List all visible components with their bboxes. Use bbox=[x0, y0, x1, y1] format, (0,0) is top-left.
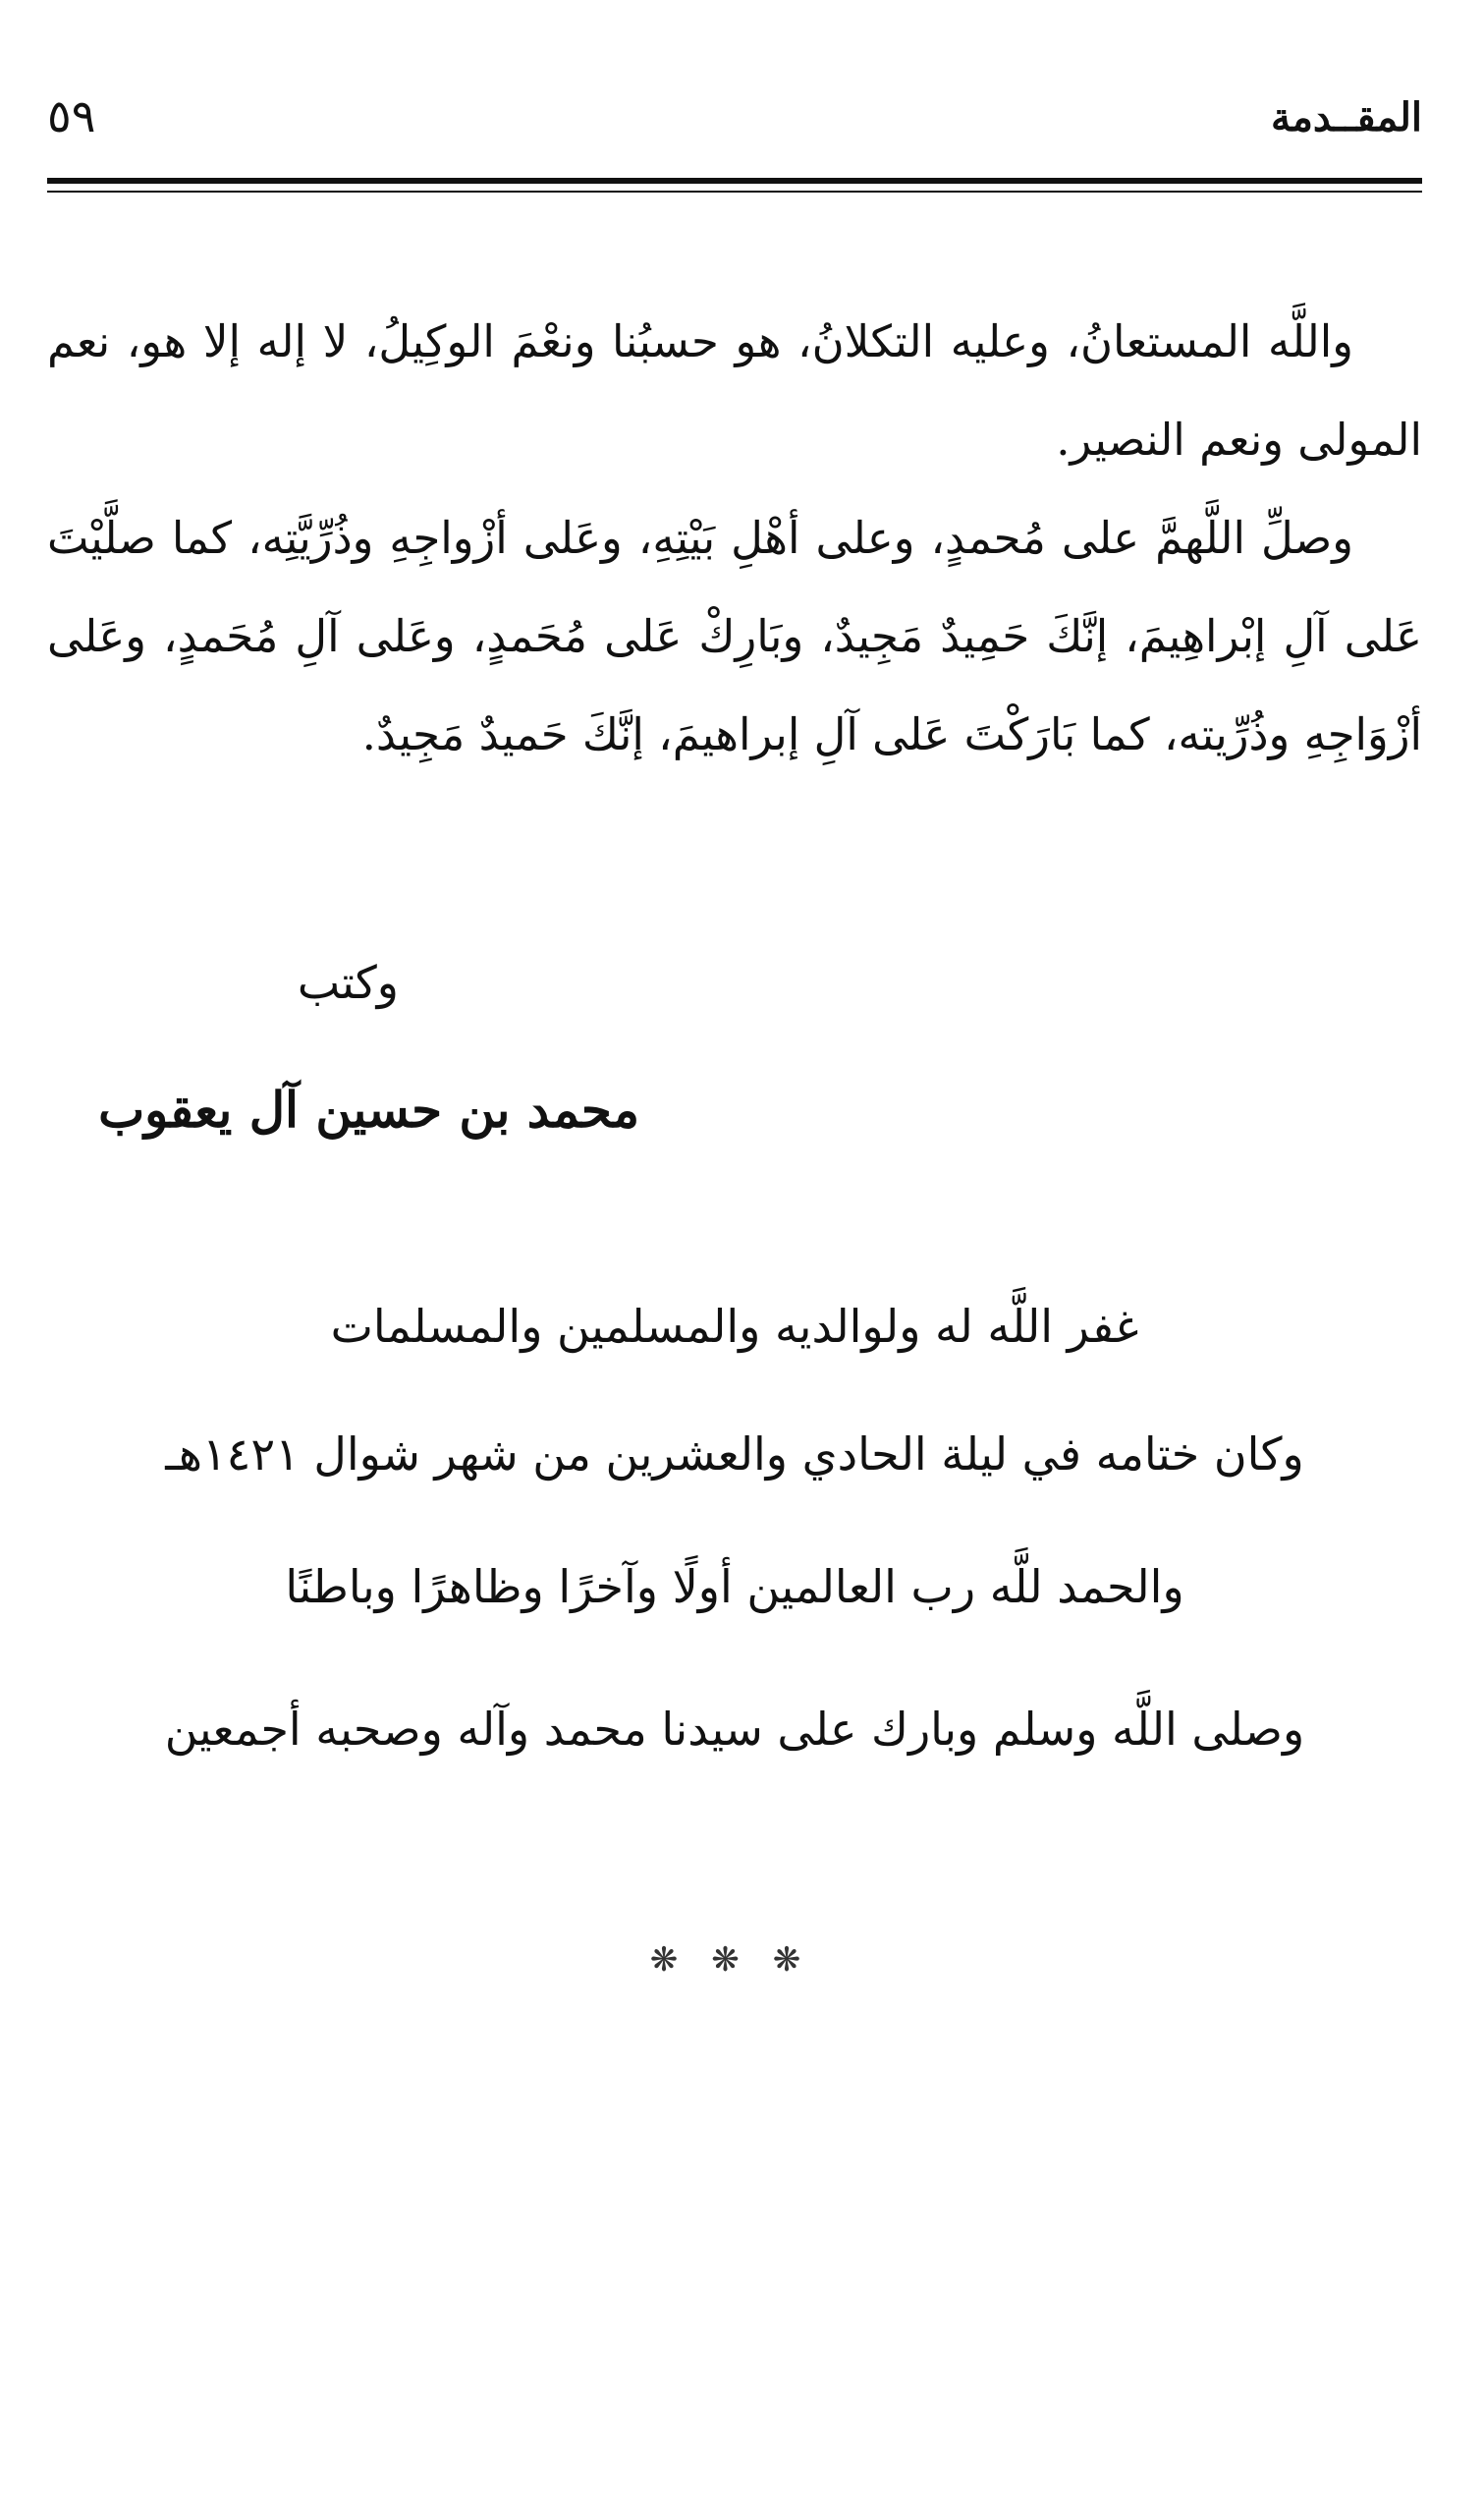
closing-line-blessing: وصلى اللَّه وسلم وبارك على سيدنا محمد وآله وصحبه أجمعين bbox=[164, 1703, 1305, 1756]
section-title: المقــدمة bbox=[1271, 94, 1422, 140]
header-rule-thick bbox=[47, 178, 1422, 184]
closing-line-completion-date: وكان ختامه في ليلة الحادي والعشرين من شهر شوال ١٤٢١هـ bbox=[165, 1427, 1304, 1481]
paragraph-praise: واللَّه المستعانُ، وعليه التكلانُ، هو حسبُنا ونعْمَ الوكِيلُ، لا إله إلا هو، نعم المولى ونعم النصير. bbox=[47, 315, 1422, 466]
paragraph-salutation: وصلِّ اللَّهمَّ على مُحمدٍ، وعلى أهْلِ بَيْتِهِ، وعَلى أزْواجِهِ وذُرِّيَّتِه، كما صلَّيْتَ عَلى آلِ إبْراهِيمَ، إنَّكَ حَمِيدٌ مَجِيدٌ، وبَارِكْ عَلى مُحَمدٍ، وعَلى آلِ مُحَمدٍ، وعَلى أزْوَاجِهِ وذُرِّيته، كما بَارَكْتَ عَلى آلِ إبراهيمَ، إنَّكَ حَميدٌ مَجِيدٌ. bbox=[47, 512, 1422, 760]
closing-line-praise: والحمد للَّه رب العالمين أولًا وآخرًا وظاهرًا وباطنًا bbox=[285, 1560, 1184, 1613]
header-rule-thin bbox=[47, 191, 1422, 193]
page-header bbox=[47, 86, 1422, 155]
closing-line-forgiveness: غفر اللَّه له ولوالديه والمسلمين والمسلمات bbox=[330, 1300, 1139, 1353]
ornament-stars-icon: ❋❋❋ bbox=[649, 1940, 835, 1980]
page-number: ٥٩ bbox=[47, 89, 96, 142]
wrote-label: وكتب bbox=[297, 956, 399, 1009]
author-name: محمد بن حسين آل يعقوب bbox=[98, 1081, 639, 1139]
